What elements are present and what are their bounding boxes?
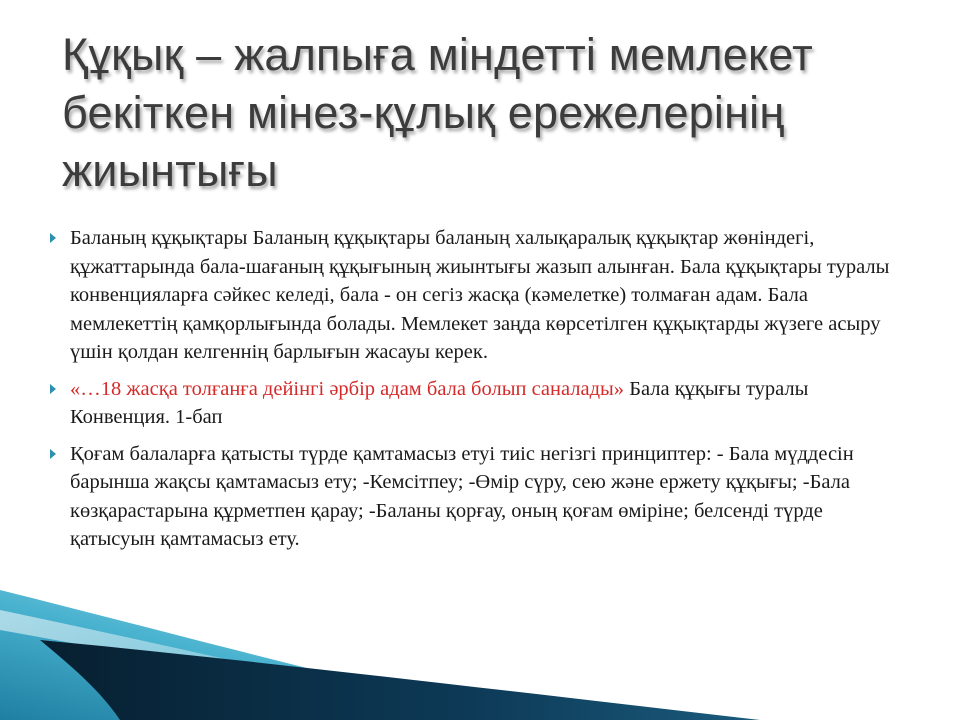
title-line: бекіткен мінез-құлық ережелерінің [62,87,785,138]
title-line: Құқық – жалпыға міндетті мемлекет [62,29,813,80]
slide-title [62,26,922,200]
triangle-right-icon [50,449,56,459]
bullet-text: Қоғам балаларға қатысты түрде қамтамасыз етуі тиіс негізгі принциптер: - Бала мүддесін барынша жақсы қамтамасыз ету; -Кемсітпеу; -Өмір сүру, сею және ержету құқығы; -Бала көзқарастарына құрметпен қарау; -Баланы қорғау, оның қоғам өміріне; белсенді түрде қатысуын қамтамасыз ету. [70,442,854,550]
bullet-item [48,440,898,554]
triangle-right-icon [50,233,56,243]
triangle-right-icon [50,384,56,394]
bullet-text: Баланың құқықтары Баланың құқықтары баланың халықаралық құқықтар жөніндегі, құжаттарында бала-шағаның құқығының жиынтығы жазып алынған. Бала құқықтары туралы конвенцияларға сәйкес келеді, бала - он сегіз жасқа (кәмелетке) толмаған адам. Бала мемлекеттің қамқорлығында болады. Мемлекет заңда көрсетілген құқықтарды жүзеге асыру үшін қолдан келгеннің барлығын жасауы керек. [70,227,890,363]
bullet-quote: «…18 жасқа толғанға дейінгі әрбір адам бала болып саналады» [70,377,625,400]
decor-dark-wave [40,640,760,720]
decor-teal-wave [0,590,540,720]
bullet-item [48,224,898,367]
bullet-list [48,224,898,562]
decor-light-stripe [0,610,500,720]
title-line: жиынтығы [62,145,278,196]
bullet-item [48,375,898,432]
bullet-text: Бала құқығы туралы Конвенция. 1-бап [70,377,809,428]
